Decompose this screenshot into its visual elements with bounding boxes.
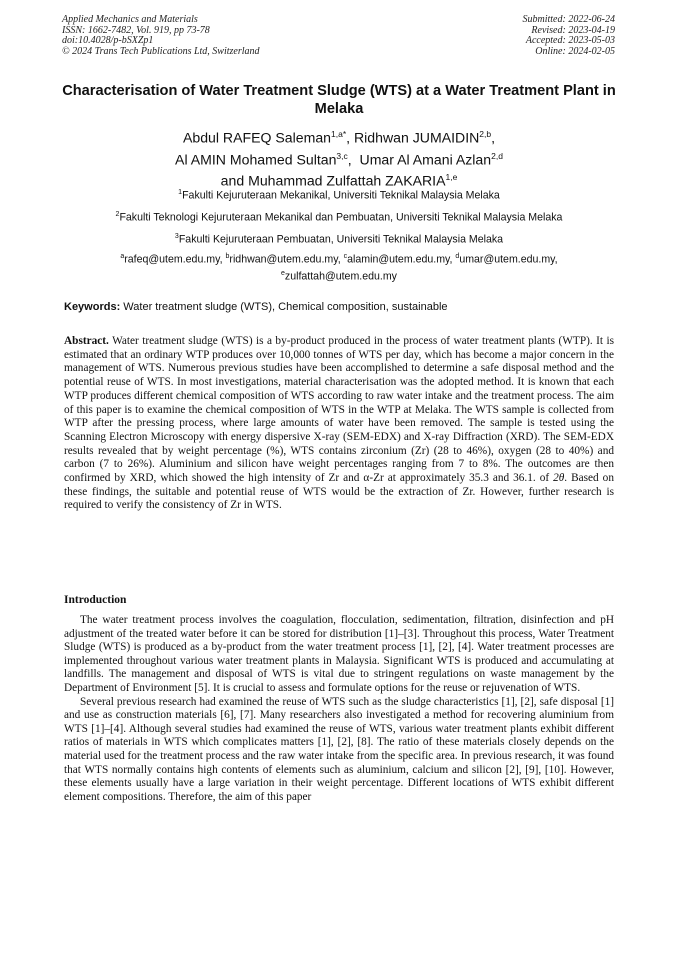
journal-name: Applied Mechanics and Materials [62, 14, 198, 25]
author-separator: , [346, 129, 354, 146]
author-sup: 2,b [479, 129, 492, 139]
email-list [60, 250, 618, 283]
affiliation-sup: 3 [174, 233, 179, 240]
author-name: Al AMIN Mohamed Sultan [175, 151, 337, 168]
email-sup: e [281, 269, 285, 277]
affiliation-text: Fakulti Teknologi Kejuruteraan Mekanikal dan Pembuatan, Universiti Teknikal Malaysia Melaka [119, 211, 563, 224]
email-sup: b [225, 253, 230, 260]
copyright-line: © 2024 Trans Tech Publications Ltd, Switzerland [62, 45, 260, 57]
email-sup: a [120, 253, 125, 260]
abstract-text-end: . Based on these findings, the suitable and potential reuse of WTS would be the extraction of Zr. However, further research is required to verify the consistency of Zr in WTS. [64, 472, 614, 512]
abstract-section [64, 335, 614, 513]
introduction-body [64, 614, 614, 804]
paper-title: Characterisation of Water Treatment Sludge (WTS) at a Water Treatment Plant in Melaka [62, 83, 616, 117]
author-sup: 1,a* [331, 129, 347, 139]
abstract-theta: 2θ [553, 472, 565, 485]
author-sup: 1,e [445, 172, 458, 183]
dates-info [523, 15, 616, 57]
submitted-date: Submitted: 2022-06-24 [522, 14, 615, 25]
author-sup: 2,d [491, 150, 503, 161]
journal-info [62, 15, 260, 57]
online-date: Online: 2024-02-05 [535, 45, 615, 57]
keywords-label: Keywords: [64, 301, 121, 313]
intro-paragraph: The water treatment process involves the coagulation, flocculation, sedimentation, filtration, disinfection and pH adjustment of the treated water before it can be stored for distribution [1]–[3]. Throughout this process, Water Treatment Sludge (WTS) is produced as a by-product from the water treatment process [1], [2], [4]. Water treatment processes are implemented throughout various water treatment plants in Malaysia. Significant WTS is produced and accumulating at landfills. The management and disposal of WTS is vital due to stringent regulations on waste management by the Department of Environment [5]. It is crucial to assess and formulate options for the reuse or rejuvenation of WTS. [64, 614, 614, 694]
affiliation [30, 208, 648, 225]
email-link[interactable]: umar@utem.edu.my, [459, 253, 558, 266]
author-name: Abdul RAFEQ Saleman [182, 129, 332, 146]
intro-paragraph: Several previous research had examined the reuse of WTS such as the sludge characteristics [1], [2], safe disposal [1] and use as construction materials [6], [7]. Many researchers also investigated a method for recovering aluminium from WTS [1]–[4]. Although several studies had examined the reuse of WTS, various water treatment plants exhibit different ratios of materials in WTS which complicates matters [1], [2], [8]. The ratio of these materials closely depends on the material used for the treatment process and the raw water intake from the specific area. In previous research, it was found that WTS normally contains high contents of elements such as aluminium, calcium and silicon [2], [9], [10]. However, these elements usually have a large variation in their weight percentage. Different locations of WTS exhibit different element compositions. Therefore, the aim of this paper [64, 695, 614, 803]
author-name: Ridhwan JUMAIDIN [353, 129, 480, 146]
author-line-1 [40, 125, 638, 147]
affiliation [30, 230, 648, 247]
author-name: and Muhammad Zulfattah ZAKARIA [220, 173, 446, 190]
email-link[interactable]: zulfattah@utem.edu.my [284, 270, 397, 283]
email-link[interactable]: ridhwan@utem.edu.my, [229, 253, 344, 266]
revised-date: Revised: 2023-04-19 [531, 24, 615, 36]
author-separator: , [491, 129, 496, 146]
abstract-text: Water treatment sludge (WTS) is a by-product produced in the process of water treatment plants (WTP). It is estimated that an ordinary WTP produces over 10,000 tonnes of WTS per day, which has become a major concern in the management of WTS. Numerous previous studies have been accomplished to determine a safe disposal method and the potential reuse of WTS. In most investigations, material characterisation was the adopted method. It is known that each WTP produces different chemical composition of WTS according to raw water intake and the treatment process. The aim of this paper is to examine the chemical composition of WTS in the WTP at Melaka. The WTS sample is collected from WTP after the pressing process, where large amounts of water have been removed. The sample is tested using the Scanning Electron Microscopy with energy dispersive X-ray (SEM-EDX) and X-ray Diffraction (XRD). The SEM-EDX results revealed that by weight percentage (%), WTS contains zirconium (Zr) (28 to 46%), oxygen (28 to 40%) and carbon (7 to 26%). Aluminium and silicon have weight percentages ranging from 7 to 8%. The outcomes are then confirmed by XRD, which showed the high intensity of Zr and α-Zr at approximately 35.3 and 36.1. of [64, 335, 614, 485]
keywords-text: Water treatment sludge (WTS), Chemical composition, sustainable [120, 301, 448, 313]
author-name: Umar Al Amani Azlan [359, 151, 492, 168]
accepted-date: Accepted: 2023-05-03 [525, 35, 615, 46]
author-list [40, 125, 638, 190]
affiliation [30, 186, 648, 203]
author-separator: , [347, 151, 360, 168]
affiliation-sup: 2 [115, 211, 120, 218]
author-line-2 [40, 147, 638, 169]
email-sup: d [455, 253, 460, 260]
author-sup: 3,c [336, 150, 348, 161]
doi-line: doi:10.4028/p-bSXZp1 [62, 35, 154, 46]
email-sup: c [343, 253, 348, 260]
affiliation-text: Fakulti Kejuruteraan Mekanikal, Universiti Teknikal Malaysia Melaka [182, 189, 500, 202]
email-link[interactable]: alamin@utem.edu.my, [347, 253, 456, 266]
affiliation-sup: 1 [178, 189, 183, 196]
keywords-section [64, 300, 614, 314]
abstract-label: Abstract. [64, 335, 109, 347]
issn-line: ISSN: 1662-7482, Vol. 919, pp 73-78 [62, 24, 210, 36]
affiliation-text: Fakulti Kejuruteraan Pembuatan, Universiti Teknikal Malaysia Melaka [178, 233, 504, 246]
email-link[interactable]: rafeq@utem.edu.my, [124, 253, 226, 266]
introduction-heading: Introduction [64, 594, 127, 606]
